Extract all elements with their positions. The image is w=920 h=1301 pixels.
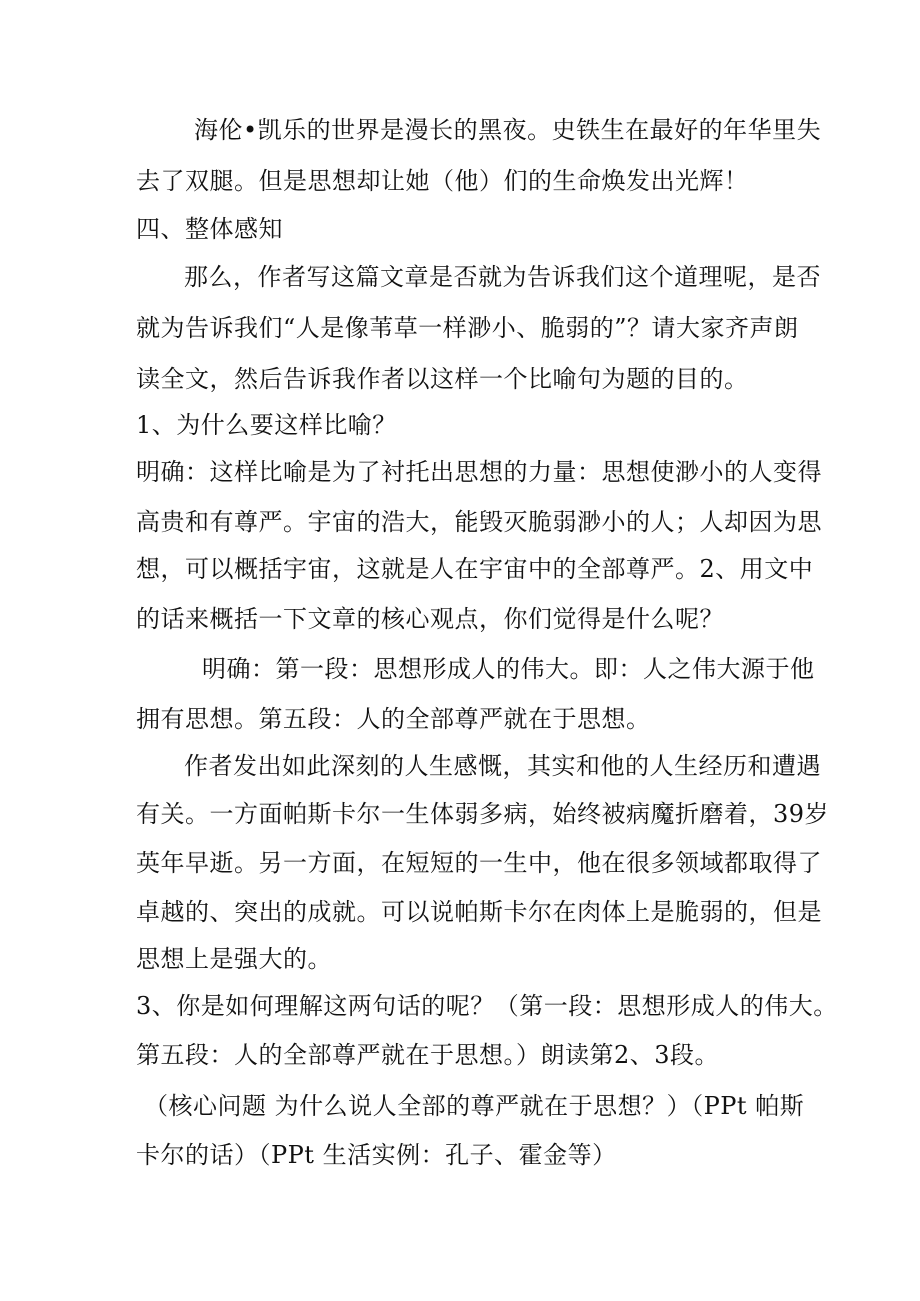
text-line-18: 思想上是强大的。: [136, 945, 332, 973]
text-line-15: 有关。一方面帕斯卡尔一生体弱多病，始终被病魔折磨着，39岁: [136, 800, 830, 828]
text-line-4: 那么，作者写这篇文章是否就为告诉我们这个道理呢，是否: [184, 263, 821, 291]
text-line-5: 就为告诉我们“人是像苇草一样渺小、脆弱的”？请大家齐声朗: [136, 314, 799, 342]
text-line-14: 作者发出如此深刻的人生感慨，其实和他的人生经历和遭遇: [184, 752, 821, 780]
text-line-10: 想，可以概括宇宙，这就是人在宇宙中的全部尊严。2、用文中: [136, 555, 814, 583]
text-line-8: 明确：这样比喻是为了衬托出思想的力量：思想使渺小的人变得: [136, 458, 822, 486]
text-line-21: （核心问题 为什么说人全部的尊严就在于思想？）（PPt 帕斯: [144, 1092, 805, 1120]
text-line-1: 海伦•凯乐的世界是漫长的黑夜。史铁生在最好的年华里失: [194, 116, 822, 144]
section-heading: 四、整体感知: [136, 215, 283, 243]
text-line-16: 英年早逝。另一方面，在短短的一生中，他在很多领域都取得了: [136, 849, 822, 877]
text-line-13: 拥有思想。第五段：人的全部尊严就在于思想。: [136, 705, 651, 733]
text-line-9: 高贵和有尊严。宇宙的浩大，能毁灭脆弱渺小的人；人却因为思: [136, 508, 822, 536]
text-line-2: 去了双腿。但是思想却让她（他）们的生命焕发出光辉！: [136, 167, 749, 195]
text-line-17: 卓越的、突出的成就。可以说帕斯卡尔在肉体上是脆弱的，但是: [136, 898, 822, 926]
question-1: 1、为什么要这样比喻？: [136, 411, 397, 439]
text-line-12: 明确：第一段：思想形成人的伟大。即：人之伟大源于他: [202, 655, 815, 683]
text-line-20: 第五段：人的全部尊严就在于思想。）朗读第2、3段。: [136, 1041, 720, 1069]
text-line-6: 读全文，然后告诉我作者以这样一个比喻句为题的目的。: [136, 365, 749, 393]
question-3: 3、你是如何理解这两句话的呢？（第一段：思想形成人的伟大。: [136, 992, 838, 1020]
text-line-22: 卡尔的话）（PPt 生活实例：孔子、霍金等）: [136, 1141, 617, 1169]
text-line-11: 的话来概括一下文章的核心观点，你们觉得是什么呢？: [136, 605, 724, 633]
